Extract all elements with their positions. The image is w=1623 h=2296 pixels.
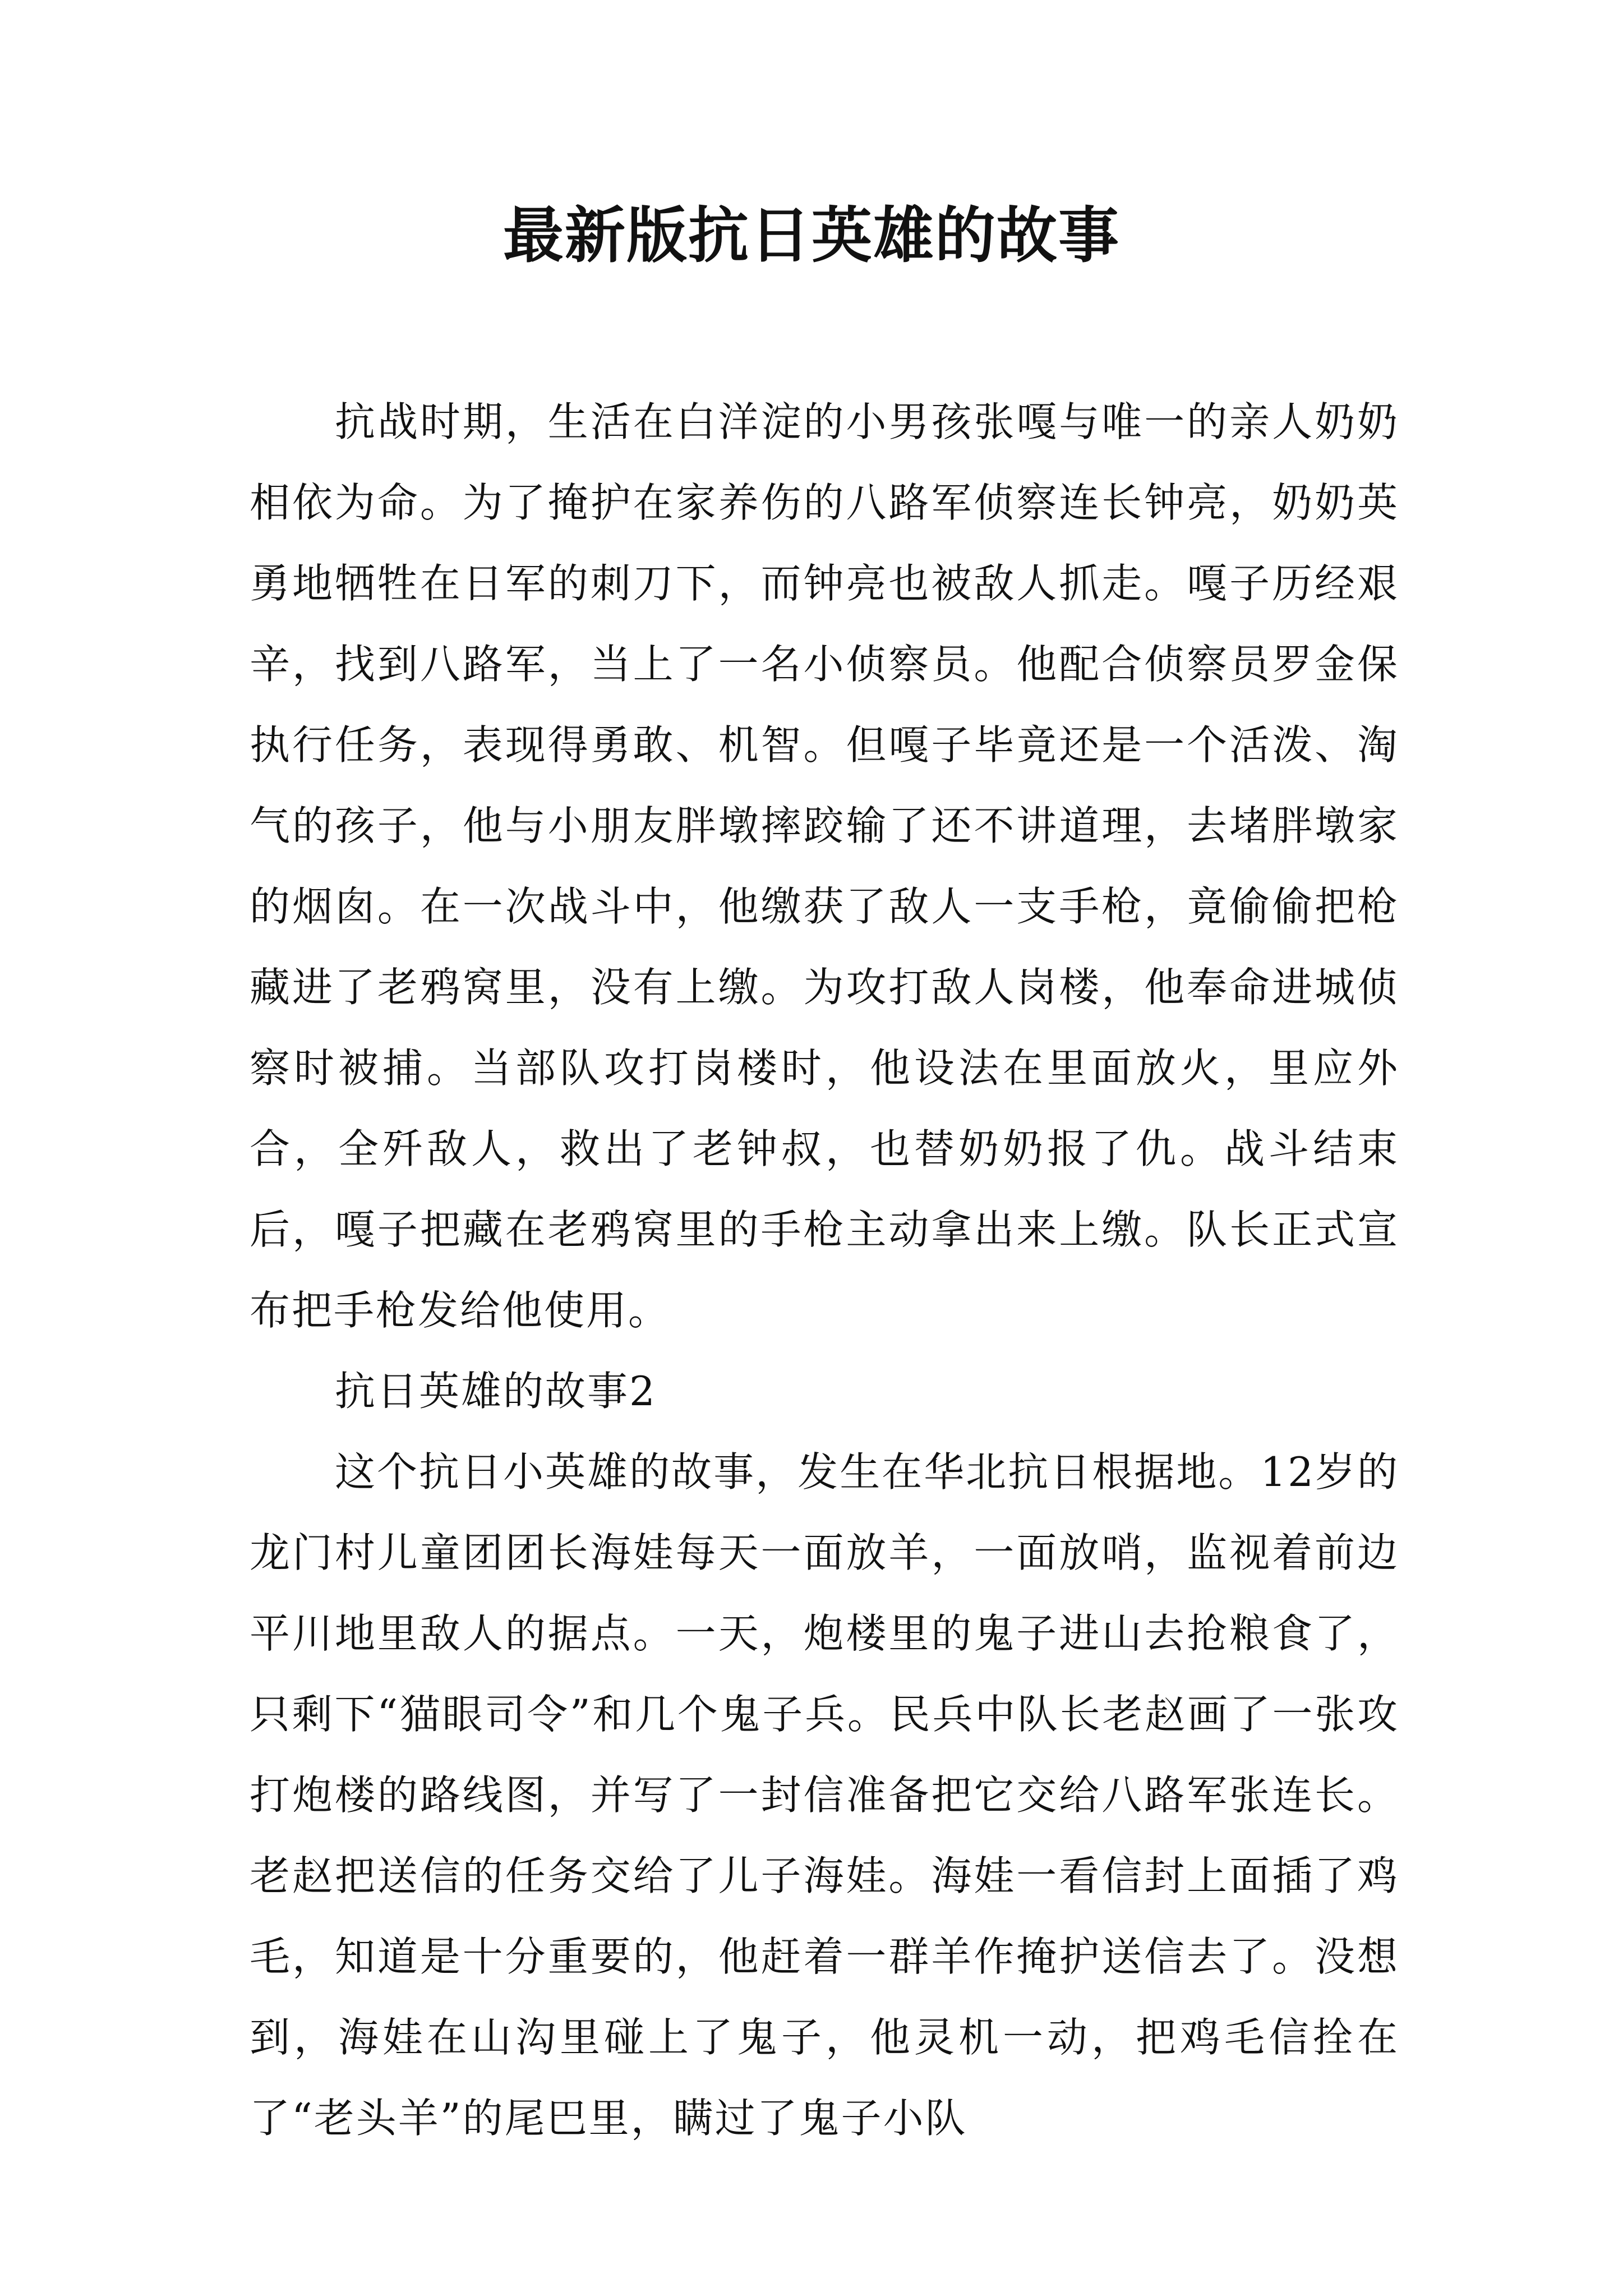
paragraph-story-2: 这个抗日小英雄的故事，发生在华北抗日根据地。12岁的龙门村儿童团团长海娃每天一面放羊，一面放哨，监视着前边平川地里敌人的据点。一天，炮楼里的鬼子进山去抢粮食了，只剩下“猫眼司令”和几个鬼子兵。民兵中队长老赵画了一张攻打炮楼的路线图，并写了一封信准备把它交给八路军张连长。老赵把送信的任务交给了儿子海娃。海娃一看信封上面插了鸡毛，知道是十分重要的，他赶着一群羊作掩护送信去了。没想到，海娃在山沟里碰上了鬼子，他灵机一动，把鸡毛信拴在了“老头羊”的尾巴里，瞒过了鬼子小队 (250, 1448, 1399, 2142)
paragraph-story-1: 抗战时期，生活在白洋淀的小男孩张嘎与唯一的亲人奶奶相依为命。为了掩护在家养伤的八路军侦察连长钟亮，奶奶英勇地牺牲在日军的刺刀下，而钟亮也被敌人抓走。嘎子历经艰辛，找到八路军，当上了一名小侦察员。他配合侦察员罗金保执行任务，表现得勇敢、机智。但嘎子毕竟还是一个活泼、淘气的孩子，他与小朋友胖墩摔跤输了还不讲道理，去堵胖墩家的烟囱。在一次战斗中，他缴获了敌人一支手枪，竟偷偷把枪藏进了老鸦窝里，没有上缴。为攻打敌人岗楼，他奉命进城侦察时被捕。当部队攻打岗楼时，他设法在里面放火，里应外合，全歼敌人，救出了老钟叔，也替奶奶报了仇。战斗结束后，嘎子把藏在老鸦窝里的手枪主动拿出来上缴。队长正式宣布把手枪发给他使用。 (250, 398, 1399, 1334)
document-title: 最新版抗日英雄的故事 (502, 200, 1120, 271)
section-heading: 抗日英雄的故事2 (335, 1368, 657, 1415)
document-body (250, 381, 1399, 2159)
